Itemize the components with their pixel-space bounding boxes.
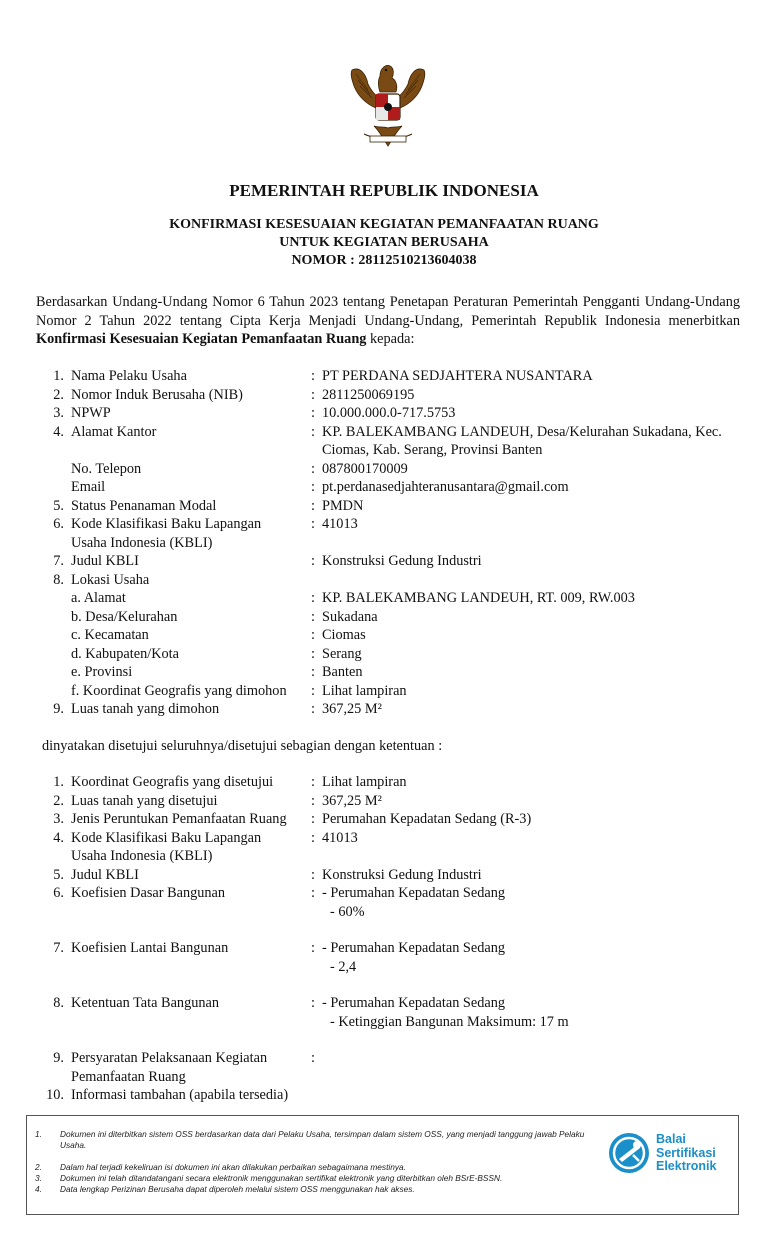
item-label: Informasi tambahan (apabila tersedia) <box>71 1087 289 1103</box>
footer-note-number: 4. <box>35 1184 42 1194</box>
intro-bold-text: Konfirmasi Kesesuaian Kegiatan Pemanfaatan Ruang <box>36 331 367 347</box>
item-colon: : <box>311 479 315 495</box>
item-colon: : <box>311 497 315 514</box>
item-value: Serang <box>322 645 362 662</box>
item-label: Luas tanah yang dimohon <box>71 701 220 717</box>
footer-note-number: 2. <box>35 1162 42 1172</box>
item-value: 41013 <box>322 829 358 846</box>
item-label: Judul KBLI <box>71 866 139 883</box>
item-number: 9. <box>53 701 64 717</box>
item-colon: : <box>311 645 315 662</box>
footer-note-text: Dokumen ini diterbitkan sistem OSS berdasarkan data dari Pelaku Usaha, tersimpan dalam sistem OSS, yang menjadi tanggung jawab Pelaku Usaha. <box>60 1129 585 1150</box>
item-colon: : <box>311 405 315 421</box>
item-colon: : <box>311 1050 315 1066</box>
item-colon: : <box>311 940 315 956</box>
item-colon: : <box>311 608 315 625</box>
item-label: Koefisien Lantai Bangunan <box>71 940 229 956</box>
item-number: 7. <box>53 553 64 569</box>
item-value: 367,25 M² <box>322 792 382 809</box>
item-value: 367,25 M² <box>322 701 382 717</box>
item-number: 9. <box>53 1050 64 1066</box>
item-label: Jenis Peruntukan Pemanfaatan Ruang <box>71 811 287 827</box>
item-colon: : <box>311 553 315 569</box>
item-colon: : <box>311 792 315 809</box>
item-label-line2: Usaha Indonesia (KBLI) <box>71 848 213 864</box>
item-label: Kode Klasifikasi Baku Lapangan <box>71 516 262 532</box>
item-label: Alamat Kantor <box>71 423 157 440</box>
footer-note-text: Data lengkap Perizinan Berusaha dapat diperoleh melalui sistem OSS menggunakan hak akses. <box>60 1184 415 1194</box>
item-colon: : <box>311 423 315 440</box>
item-value: Konstruksi Gedung Industri <box>322 553 482 569</box>
item-number: 6. <box>53 885 64 901</box>
item-number: 5. <box>53 866 64 883</box>
item-label: c. Kecamatan <box>71 627 149 643</box>
item-value: Konstruksi Gedung Industri <box>322 866 482 883</box>
item-number: 1. <box>53 368 64 384</box>
item-value: 41013 <box>322 516 358 532</box>
item-value: 087800170009 <box>322 460 408 477</box>
item-number: 7. <box>53 940 64 956</box>
item-colon: : <box>311 811 315 827</box>
item-label: Status Penanaman Modal <box>71 497 217 514</box>
footer-notes-box <box>26 1115 739 1215</box>
item-value: PMDN <box>322 497 364 514</box>
item-value-line2: - 2,4 <box>330 958 357 975</box>
item-colon: : <box>311 866 315 883</box>
bsre-seal-icon <box>607 1131 651 1175</box>
footer-note-number: 1. <box>35 1129 42 1139</box>
item-colon: : <box>311 590 315 606</box>
item-value: KP. BALEKAMBANG LANDEUH, Desa/Kelurahan Sukadana, Kec. <box>322 423 722 440</box>
item-number: 4. <box>53 423 64 440</box>
item-value: PT PERDANA SEDJAHTERA NUSANTARA <box>322 368 593 384</box>
item-colon: : <box>311 516 315 532</box>
item-label: Nomor Induk Berusaha (NIB) <box>71 386 243 403</box>
item-label: Luas tanah yang disetujui <box>71 792 218 809</box>
intro-text: Berdasarkan Undang-Undang Nomor 6 Tahun 2023 tentang Penetapan Peraturan Pemerintah Pengganti Undang-Undang Nomor 2 Tahun 2022 tentang Cipta Kerja Menjadi Undang-Undang, Pemerintah Republik Indonesia menerbitkan <box>36 294 740 329</box>
item-label: b. Desa/Kelurahan <box>71 608 178 625</box>
footer-note-text: Dokumen ini telah ditandatangani secara elektronik menggunakan sertifikat elektronik yang diterbitkan oleh BSrE-BSSN. <box>60 1173 503 1183</box>
document-number: NOMOR : 28112510213604038 <box>291 253 477 268</box>
item-value: Perumahan Kepadatan Sedang (R-3) <box>322 811 532 827</box>
item-number: 8. <box>53 571 64 588</box>
item-number: 10. <box>46 1087 64 1103</box>
item-value: Lihat lampiran <box>322 774 407 790</box>
item-label: Kode Klasifikasi Baku Lapangan <box>71 829 262 846</box>
item-number: 1. <box>53 774 64 790</box>
item-value: KP. BALEKAMBANG LANDEUH, RT. 009, RW.003 <box>322 590 635 606</box>
item-value: - Perumahan Kepadatan Sedang <box>322 995 506 1011</box>
document-title-line2: UNTUK KEGIATAN BERUSAHA <box>279 235 489 250</box>
item-label: Ketentuan Tata Bangunan <box>71 995 220 1011</box>
item-number: 5. <box>53 497 64 514</box>
item-label: Koefisien Dasar Bangunan <box>71 885 226 901</box>
item-label: Lokasi Usaha <box>71 571 150 588</box>
item-number: 3. <box>53 811 64 827</box>
item-number: 2. <box>53 792 64 809</box>
item-value-line2: Ciomas, Kab. Serang, Provinsi Banten <box>322 442 543 458</box>
item-value: Lihat lampiran <box>322 682 407 699</box>
item-colon: : <box>311 701 315 717</box>
document-title-line1: KONFIRMASI KESESUAIAN KEGIATAN PEMANFAATAN RUANG <box>169 217 599 232</box>
item-value: Banten <box>322 664 363 680</box>
item-label: Koordinat Geografis yang disetujui <box>71 774 274 790</box>
item-label: d. Kabupaten/Kota <box>71 645 179 662</box>
intro-paragraph <box>36 293 740 349</box>
item-label: Email <box>71 479 106 495</box>
bsre-logo <box>607 1131 737 1177</box>
item-label: NPWP <box>71 405 111 421</box>
item-number: 6. <box>53 516 64 532</box>
bsre-logo-line2: Sertifikasi <box>656 1145 716 1160</box>
item-label: e. Provinsi <box>71 664 133 680</box>
item-colon: : <box>311 829 315 846</box>
item-value-line2: - 60% <box>330 903 365 920</box>
item-label: a. Alamat <box>71 590 126 606</box>
item-value: 2811250069195 <box>322 386 415 403</box>
item-label: f. Koordinat Geografis yang dimohon <box>71 682 287 699</box>
item-colon: : <box>311 627 315 643</box>
item-label: Persyaratan Pelaksanaan Kegiatan <box>71 1050 268 1066</box>
item-number: 4. <box>53 829 64 846</box>
item-label: Nama Pelaku Usaha <box>71 368 187 384</box>
footer-note-number: 3. <box>35 1173 42 1183</box>
intro-tail: kepada: <box>366 331 415 347</box>
item-value: 10.000.000.0-717.5753 <box>322 405 456 421</box>
item-colon: : <box>311 368 315 384</box>
item-colon: : <box>311 664 315 680</box>
item-label: No. Telepon <box>71 460 142 477</box>
item-colon: : <box>311 885 315 901</box>
item-colon: : <box>311 460 315 477</box>
garuda-emblem-icon <box>346 56 430 152</box>
item-value: - Perumahan Kepadatan Sedang <box>322 885 506 901</box>
item-value: - Perumahan Kepadatan Sedang <box>322 940 506 956</box>
item-label: Judul KBLI <box>71 553 139 569</box>
footer-note-text: Dalam hal terjadi kekeliruan isi dokumen ini akan dilakukan perbaikan sebagaimana mestinya. <box>60 1162 406 1172</box>
item-number: 8. <box>53 995 64 1011</box>
item-label-line2: Usaha Indonesia (KBLI) <box>71 534 213 551</box>
item-colon: : <box>311 682 315 699</box>
item-colon: : <box>311 995 315 1011</box>
bsre-logo-line3: Elektronik <box>656 1159 717 1173</box>
item-number: 2. <box>53 386 64 403</box>
item-value: Ciomas <box>322 627 366 643</box>
government-title: PEMERINTAH REPUBLIK INDONESIA <box>229 181 539 200</box>
item-number: 3. <box>53 405 64 421</box>
item-colon: : <box>311 774 315 790</box>
item-colon: : <box>311 386 315 403</box>
item-value: pt.perdanasedjahteranusantara@gmail.com <box>322 479 569 495</box>
item-value: Sukadana <box>322 608 378 625</box>
item-value-line2: - Ketinggian Bangunan Maksimum: 17 m <box>330 1013 569 1030</box>
bsre-logo-line1: Balai <box>656 1132 686 1146</box>
document-title <box>0 216 768 270</box>
approval-statement: dinyatakan disetujui seluruhnya/disetujui sebagian dengan ketentuan : <box>42 738 443 754</box>
bsre-logo-text <box>656 1133 716 1174</box>
item-label-line2: Pemanfaatan Ruang <box>71 1068 186 1085</box>
